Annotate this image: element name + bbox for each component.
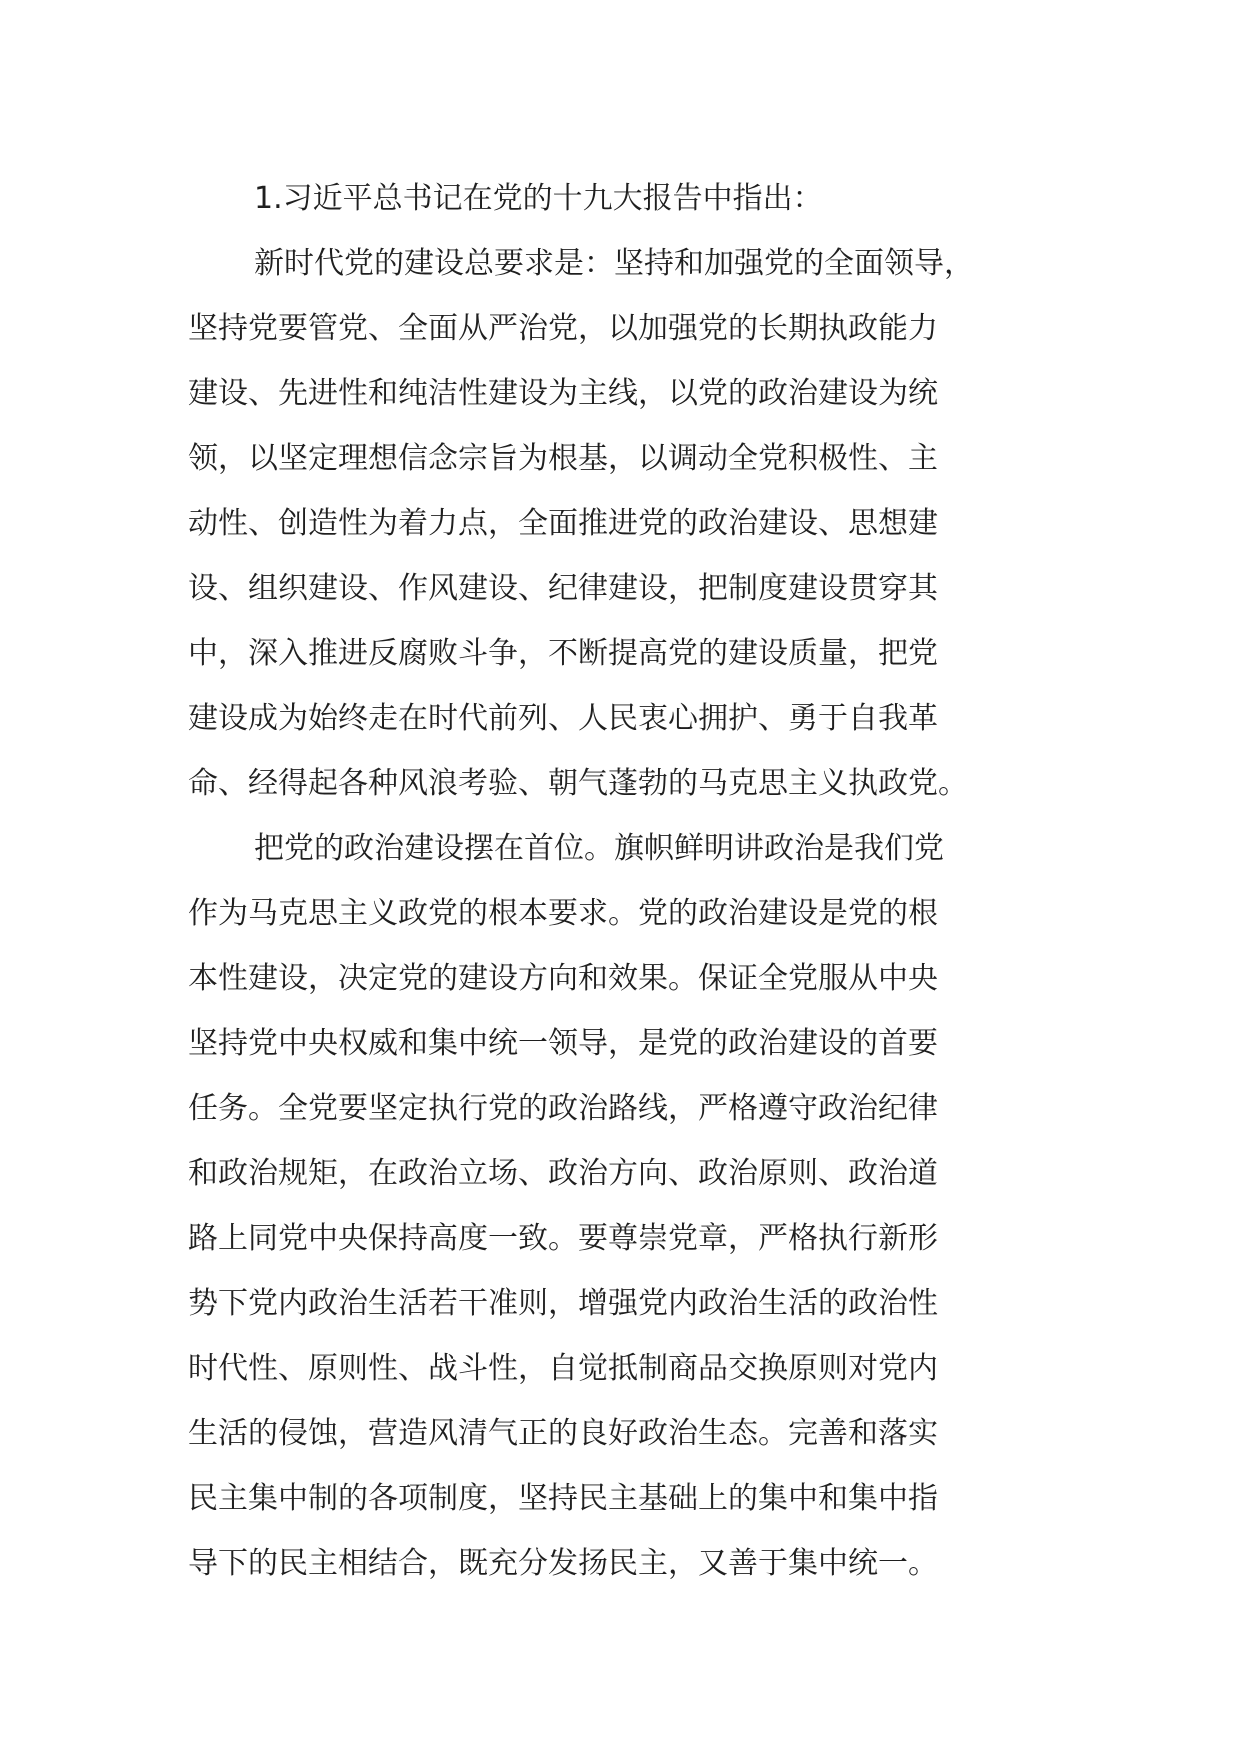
document-body xyxy=(188,166,1052,1596)
text-line: 领，以坚定理想信念宗旨为根基，以调动全党积极性、主 xyxy=(188,441,938,476)
text-line: 导下的民主相结合，既充分发扬民主，又善于集中统一。 xyxy=(188,1546,938,1581)
text-line: 时代性、原则性、战斗性，自觉抵制商品交换原则对党内 xyxy=(188,1351,938,1386)
text-line: 1.习近平总书记在党的十九大报告中指出： xyxy=(254,181,823,216)
text-line: 建设、先进性和纯洁性建设为主线，以党的政治建设为统 xyxy=(188,376,938,411)
text-line: 路上同党中央保持高度一致。要尊崇党章，严格执行新形 xyxy=(188,1221,938,1256)
text-line: 民主集中制的各项制度，坚持民主基础上的集中和集中指 xyxy=(188,1481,938,1516)
text-line: 动性、创造性为着力点，全面推进党的政治建设、思想建 xyxy=(188,506,938,541)
text-line: 把党的政治建设摆在首位。旗帜鲜明讲政治是我们党 xyxy=(254,831,944,866)
text-line: 任务。全党要坚定执行党的政治路线，严格遵守政治纪律 xyxy=(188,1091,938,1126)
text-line: 设、组织建设、作风建设、纪律建设，把制度建设贯穿其 xyxy=(188,571,938,606)
text-line: 生活的侵蚀，营造风清气正的良好政治生态。完善和落实 xyxy=(188,1416,938,1451)
text-line: 和政治规矩，在政治立场、政治方向、政治原则、政治道 xyxy=(188,1156,938,1191)
text-line: 本性建设，决定党的建设方向和效果。保证全党服从中央 xyxy=(188,961,938,996)
text-line: 建设成为始终走在时代前列、人民衷心拥护、勇于自我革 xyxy=(188,701,938,736)
text-line: 命、经得起各种风浪考验、朝气蓬勃的马克思主义执政党。 xyxy=(188,766,968,801)
text-line: 坚持党要管党、全面从严治党，以加强党的长期执政能力 xyxy=(188,311,938,346)
text-line: 新时代党的建设总要求是：坚持和加强党的全面领导， xyxy=(254,246,974,281)
text-line: 中，深入推进反腐败斗争，不断提高党的建设质量，把党 xyxy=(188,636,938,671)
text-line: 坚持党中央权威和集中统一领导，是党的政治建设的首要 xyxy=(188,1026,938,1061)
text-line: 势下党内政治生活若干准则，增强党内政治生活的政治性 xyxy=(188,1286,938,1321)
text-line: 作为马克思主义政党的根本要求。党的政治建设是党的根 xyxy=(188,896,938,931)
